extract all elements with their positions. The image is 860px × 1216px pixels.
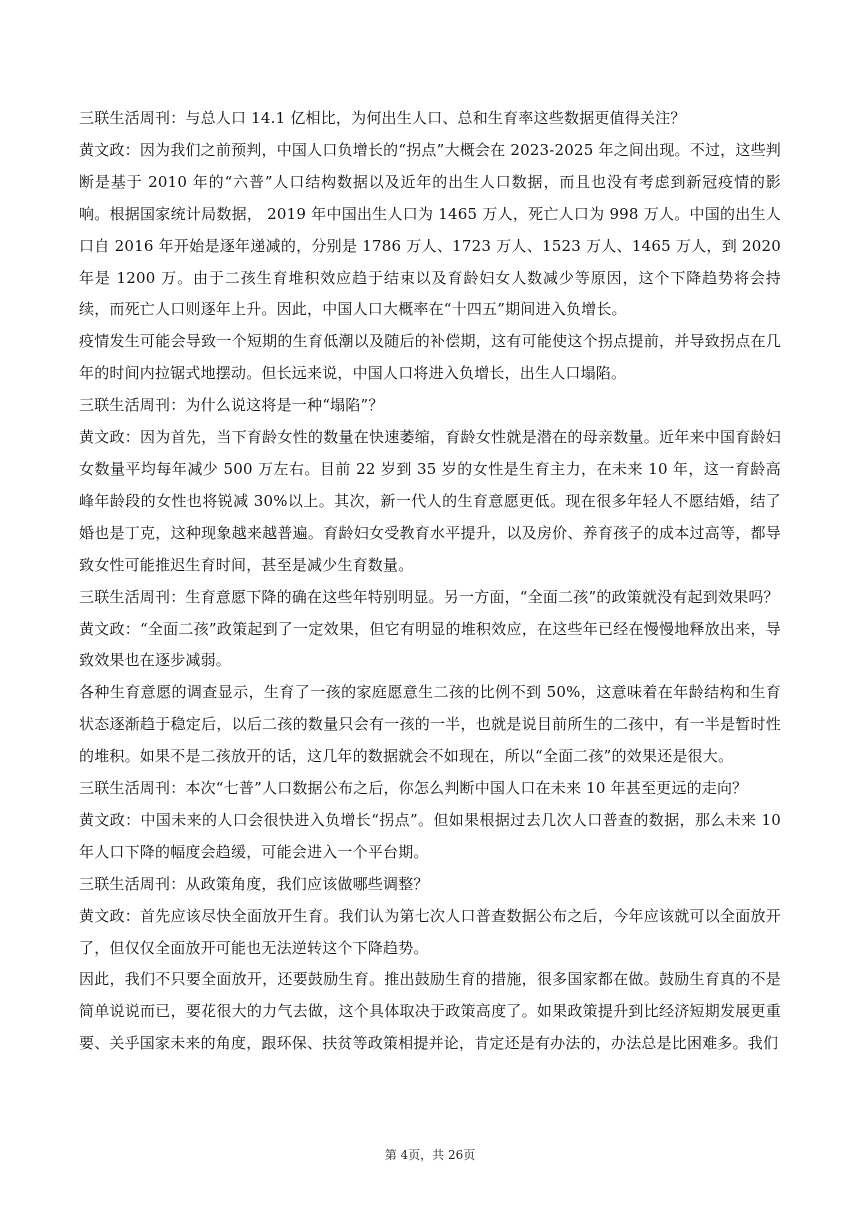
paragraph-question-5: 三联生活周刊：从政策角度，我们应该做哪些调整？ — [79, 874, 429, 893]
paragraph-answer-4: 黄文政：中国未来的人口会很快进入负增长“拐点”。但如果根据过去几次人口普查的数据，那么未来 10 年人口下降的幅度会趋缓，可能会进入一个平台期。 — [79, 810, 781, 861]
paragraph-answer-2: 黄文政：因为首先，当下育龄女性的数量在快速萎缩，育龄女性就是潜在的母亲数量。近年来中国育龄妇女数量平均每年减少 500 万左右。目前 22 岁到 35 岁的女性是生育主力，在未来 10 年，这一育龄高峰年龄段的女性也将锐减 30%以上。其次，新一代人的生育意愿更低。现在很多年轻人不愿结婚，结了婚也是丁克，这种现象越来越普遍。育龄妇女受教育水平提升，以及房价、养育孩子的成本过高等，都导致女性可能推迟生育时间，甚至是减少生育数量。 — [79, 428, 781, 574]
paragraph-answer-1-cont: 疫情发生可能会导致一个短期的生育低潮以及随后的补偿期，这有可能使这个拐点提前，并导致拐点在几年的时间内拉锯式地摆动。但长远来说，中国人口将进入负增长，出生人口塌陷。 — [79, 332, 781, 383]
paragraph-question-2: 三联生活周刊：为什么说这将是一种“塌陷”？ — [79, 396, 384, 415]
paragraph-answer-3: 黄文政：“全面二孩”政策起到了一定效果，但它有明显的堆积效应，在这些年已经在慢慢地释放出来，导致效果也在逐步减弱。 — [79, 619, 781, 670]
paragraph-question-4: 三联生活周刊：本次“七普”人口数据公布之后，你怎么判断中国人口在未来 10 年甚至更远的走向？ — [79, 779, 748, 798]
page-number-footer: 第 4页，共 26页 — [384, 1148, 476, 1162]
paragraph-answer-3-cont: 各种生育意愿的调查显示，生育了一孩的家庭愿意生二孩的比例不到 50%，这意味着在年龄结构和生育状态逐渐趋于稳定后，以后二孩的数量只会有一孩的一半，也就是说目前所生的二孩中，有一半是暂时性的堆积。如果不是二孩放开的话，这几年的数据就会不如现在，所以“全面二孩”的效果还是很大。 — [79, 683, 781, 766]
paragraph-question-1: 三联生活周刊：与总人口 14.1 亿相比，为何出生人口、总和生育率这些数据更值得关注？ — [79, 109, 686, 127]
paragraph-answer-5: 黄文政：首先应该尽快全面放开生育。我们认为第七次人口普查数据公布之后，今年应该就可以全面放开了，但仅仅全面放开可能也无法逆转这个下降趋势。 — [79, 906, 781, 957]
paragraph-answer-5-cont: 因此，我们不只要全面放开，还要鼓励生育。推出鼓励生育的措施，很多国家都在做。鼓励生育真的不是简单说说而已，要花很大的力气去做，这个具体取决于政策高度了。如果政策提升到比经济短期发展更重要、关乎国家未来的角度，跟环保、扶贫等政策相提并论，肯定还是有办法的，办法总是比困难多。我们 — [79, 970, 781, 1053]
paragraph-answer-1: 黄文政：因为我们之前预判，中国人口负增长的“拐点”大概会在 2023-2025 年之间出现。不过，这些判断是基于 2010 年的“六普”人口结构数据以及近年的出生人口数据，而且也没有考虑到新冠疫情的影响。根据国家统计局数据， 2019 年中国出生人口为 1465 万人，死亡人口为 998 万人。中国的出生人口自 2016 年开始是逐年递减的，分别是 1786 万人、1723 万人、1523 万人、1465 万人，到 2020 年是 1200 万。由于二孩生育堆积效应趋于结束以及育龄妇女人数减少等原因，这个下降趋势将会持续，而死亡人口则逐年上升。因此，中国人口大概率在“十四五”期间进入负增长。 — [79, 140, 781, 319]
article-body — [79, 103, 781, 1060]
paragraph-question-3: 三联生活周刊：生育意愿下降的确在这些年特别明显。另一方面，“全面二孩”的政策就没有起到效果吗？ — [79, 587, 779, 606]
